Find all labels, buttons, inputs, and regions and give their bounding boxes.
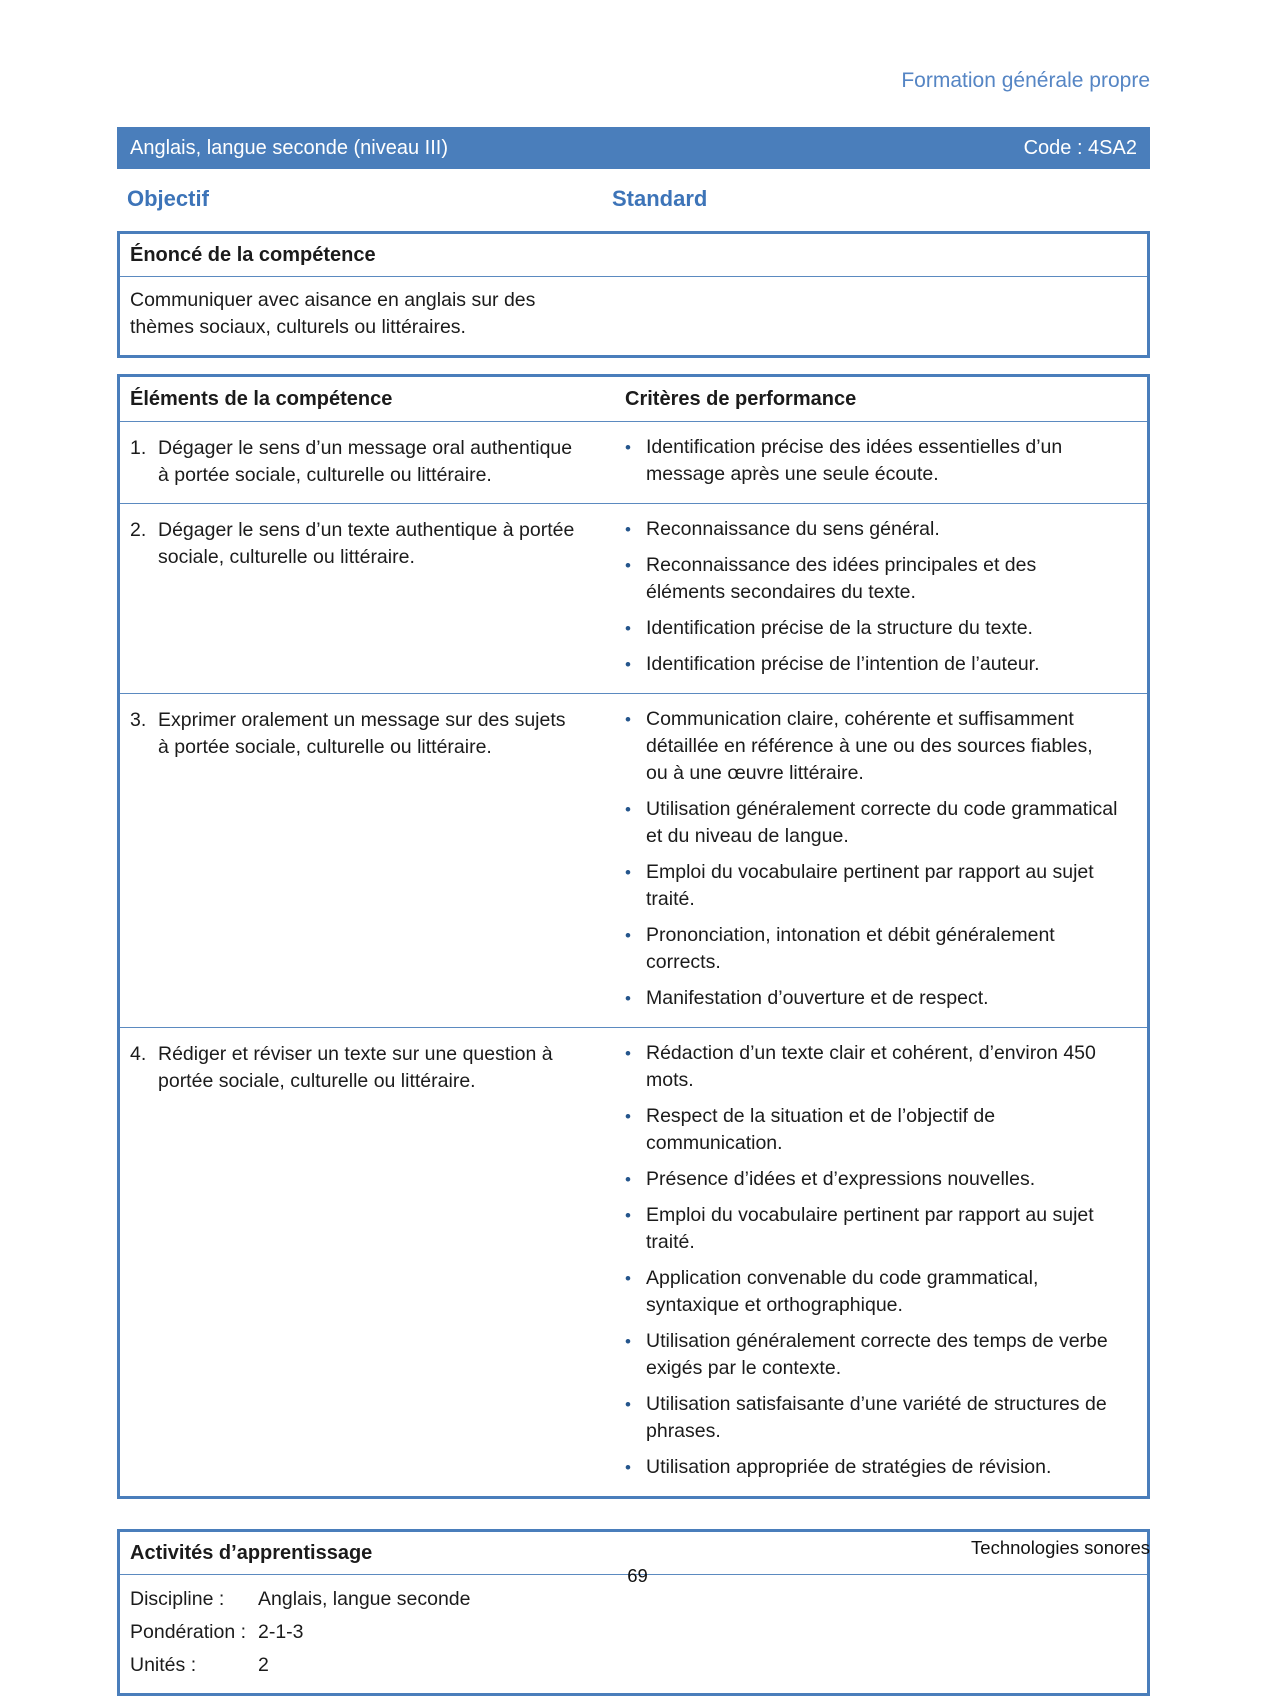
bullet-icon: • xyxy=(625,1170,631,1189)
bullet-icon: • xyxy=(625,1044,631,1063)
criteria-item xyxy=(625,1040,1133,1094)
activity-row xyxy=(130,1652,1135,1679)
activities-header: Activités d’apprentissage xyxy=(120,1532,1147,1575)
criteria-item xyxy=(625,796,1133,850)
bullet-icon: • xyxy=(625,520,631,539)
activities-body xyxy=(120,1575,1147,1693)
element-text: Rédiger et réviser un texte sur une question à portée sociale, culturelle ou littéraire. xyxy=(158,1043,553,1092)
criteria-item xyxy=(625,516,1133,543)
bullet-icon: • xyxy=(625,1395,631,1414)
competence-table-header xyxy=(120,377,1147,422)
column-headings xyxy=(117,186,1150,216)
criteria-text: Rédaction d’un texte clair et cohérent, d’environ 450 mots. xyxy=(646,1042,1096,1091)
criteria-cell xyxy=(603,1028,1147,1496)
competence-row xyxy=(120,694,1147,1028)
criteria-text: Emploi du vocabulaire pertinent par rapport au sujet traité. xyxy=(646,1204,1094,1253)
bullet-icon: • xyxy=(625,619,631,638)
bullet-icon: • xyxy=(625,1332,631,1351)
bullet-icon: • xyxy=(625,1107,631,1126)
activity-label: Pondération : xyxy=(130,1621,247,1643)
bullet-icon: • xyxy=(625,438,631,457)
criteria-item xyxy=(625,1265,1133,1319)
criteria-item xyxy=(625,706,1133,787)
criteria-cell xyxy=(603,694,1147,1027)
element-number: 2. xyxy=(130,519,147,541)
criteria-item xyxy=(625,1454,1133,1481)
elements-column-header: Éléments de la compétence xyxy=(130,388,393,410)
enonce-header: Énoncé de la compétence xyxy=(120,234,1147,277)
activity-label: Unités : xyxy=(130,1654,197,1676)
element-number: 3. xyxy=(130,709,147,731)
criteria-cell xyxy=(603,422,1147,503)
standard-heading: Standard xyxy=(612,186,708,211)
bullet-icon: • xyxy=(625,655,631,674)
competence-row xyxy=(120,1028,1147,1496)
bullet-icon: • xyxy=(625,1269,631,1288)
section-label: Formation générale propre xyxy=(901,69,1150,92)
page-number: 69 xyxy=(627,1565,648,1586)
criteria-cell xyxy=(603,504,1147,693)
element-cell xyxy=(120,694,603,1027)
criteria-text: Identification précise de la structure du texte. xyxy=(646,617,1033,639)
criteria-text: Respect de la situation et de l’objectif de communication. xyxy=(646,1105,996,1154)
criteria-text: Utilisation satisfaisante d’une variété de structures de phrases. xyxy=(646,1393,1107,1442)
criteria-text: Utilisation généralement correcte des temps de verbe exigés par le contexte. xyxy=(646,1330,1108,1379)
activity-row xyxy=(130,1619,1135,1646)
criteria-item xyxy=(625,1391,1133,1445)
course-code: Code : 4SA2 xyxy=(1023,136,1137,159)
bullet-icon: • xyxy=(625,556,631,575)
criteria-text: Reconnaissance du sens général. xyxy=(646,518,940,540)
competence-row xyxy=(120,422,1147,504)
bullet-icon: • xyxy=(625,1458,631,1477)
page-content xyxy=(117,0,1150,1696)
bullet-icon: • xyxy=(625,863,631,882)
course-title: Anglais, langue seconde (niveau III) xyxy=(130,136,448,159)
criteria-item xyxy=(625,922,1133,976)
activity-label: Discipline : xyxy=(130,1588,225,1610)
competence-row xyxy=(120,504,1147,694)
activity-row xyxy=(130,1586,1135,1613)
criteres-column-header: Critères de performance xyxy=(625,388,857,410)
criteria-item xyxy=(625,1202,1133,1256)
criteria-text: Identification précise des idées essentielles d’un message après une seule écoute. xyxy=(646,436,1063,485)
element-number: 4. xyxy=(130,1043,147,1065)
element-text: Dégager le sens d’un texte authentique à portée sociale, culturelle ou littéraire. xyxy=(158,519,575,568)
bullet-icon: • xyxy=(625,710,631,729)
element-number: 1. xyxy=(130,437,147,459)
enonce-box xyxy=(117,231,1150,358)
criteria-text: Reconnaissance des idées principales et des éléments secondaires du texte. xyxy=(646,554,1037,603)
criteria-item xyxy=(625,651,1133,678)
criteria-text: Communication claire, cohérente et suffisamment détaillée en référence à une ou des sources fiables, ou à une œuvre littéraire. xyxy=(646,708,1093,784)
competence-rows xyxy=(120,422,1147,1496)
bullet-icon: • xyxy=(625,800,631,819)
title-bar xyxy=(117,127,1150,169)
criteria-text: Utilisation appropriée de stratégies de révision. xyxy=(646,1456,1052,1478)
criteria-item xyxy=(625,615,1133,642)
enonce-text: Communiquer avec aisance en anglais sur des thèmes sociaux, culturels ou littéraires. xyxy=(130,289,536,338)
bullet-icon: • xyxy=(625,989,631,1008)
activity-value: 2 xyxy=(258,1654,269,1676)
criteria-text: Utilisation généralement correcte du code grammatical et du niveau de langue. xyxy=(646,798,1118,847)
element-cell xyxy=(120,504,603,693)
activity-value: Anglais, langue seconde xyxy=(258,1588,471,1610)
competence-table xyxy=(117,374,1150,1499)
criteria-item xyxy=(625,859,1133,913)
criteria-text: Emploi du vocabulaire pertinent par rapport au sujet traité. xyxy=(646,861,1094,910)
criteria-text: Application convenable du code grammatical, syntaxique et orthographique. xyxy=(646,1267,1039,1316)
criteria-text: Manifestation d’ouverture et de respect. xyxy=(646,987,989,1009)
criteria-item xyxy=(625,552,1133,606)
criteria-text: Identification précise de l’intention de l’auteur. xyxy=(646,653,1040,675)
criteria-text: Présence d’idées et d’expressions nouvelles. xyxy=(646,1168,1036,1190)
activity-value: 2-1-3 xyxy=(258,1621,304,1643)
criteria-item xyxy=(625,1328,1133,1382)
element-text: Dégager le sens d’un message oral authentique à portée sociale, culturelle ou littéraire. xyxy=(158,437,573,486)
bullet-icon: • xyxy=(625,926,631,945)
criteria-item xyxy=(625,1166,1133,1193)
footer-program-name: Technologies sonores xyxy=(971,1537,1150,1558)
criteria-item xyxy=(625,1103,1133,1157)
element-text: Exprimer oralement un message sur des sujets à portée sociale, culturelle ou littéraire. xyxy=(158,709,566,758)
criteria-item xyxy=(625,985,1133,1012)
criteria-item xyxy=(625,434,1133,488)
bullet-icon: • xyxy=(625,1206,631,1225)
element-cell xyxy=(120,422,603,503)
element-cell xyxy=(120,1028,603,1496)
criteria-text: Prononciation, intonation et débit généralement corrects. xyxy=(646,924,1055,973)
enonce-body xyxy=(120,277,1147,355)
objectif-heading: Objectif xyxy=(127,186,209,211)
